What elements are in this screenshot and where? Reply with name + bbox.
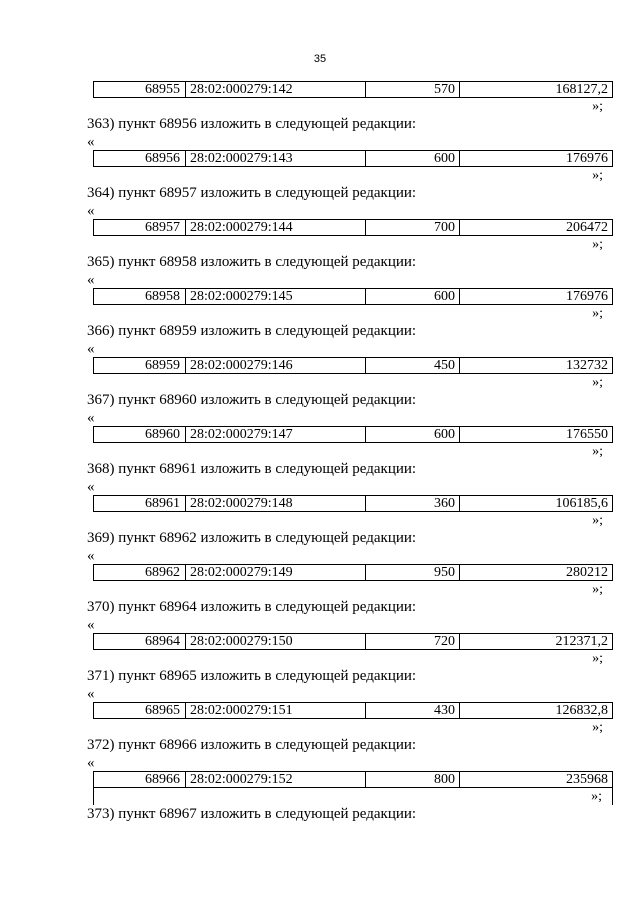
- closing-quote: »;: [592, 168, 603, 183]
- amendment-instruction: 368) пункт 68961 изложить в следующей редакции:: [87, 461, 417, 477]
- closing-quote: »;: [592, 582, 603, 597]
- table-row: [93, 495, 613, 512]
- cadastral-number-cell: 28:02:000279:143: [186, 151, 366, 166]
- cadastral-number-cell: 28:02:000279:151: [186, 703, 366, 718]
- page-number: 35: [313, 53, 327, 65]
- amendment-block: [0, 667, 640, 736]
- amendment-instruction: 372) пункт 68966 изложить в следующей редакции:: [87, 737, 417, 753]
- amendment-block: [0, 460, 640, 529]
- amendment-block: [0, 253, 640, 322]
- area-cell: 600: [366, 151, 460, 166]
- item-number-cell: 68956: [94, 151, 186, 166]
- item-number-cell: 68965: [94, 703, 186, 718]
- amendment-block: [0, 184, 640, 253]
- item-number-cell: 68957: [94, 220, 186, 235]
- area-cell: 600: [366, 289, 460, 304]
- opening-quote: «: [87, 272, 95, 288]
- opening-quote: «: [87, 341, 95, 357]
- area-cell: 570: [366, 82, 460, 97]
- closing-quote: »;: [592, 375, 603, 390]
- cadastral-number-cell: 28:02:000279:150: [186, 634, 366, 649]
- cadastral-number-cell: 28:02:000279:148: [186, 496, 366, 511]
- table-row: [93, 564, 613, 581]
- value-cell: 126832,8: [555, 703, 608, 718]
- cadastral-number-cell: 28:02:000279:149: [186, 565, 366, 580]
- opening-quote: «: [87, 410, 95, 426]
- value-cell: 106185,6: [555, 496, 608, 511]
- closing-quote: »;: [592, 237, 603, 252]
- cadastral-number-cell: 28:02:000279:147: [186, 427, 366, 442]
- closing-quote: »;: [93, 788, 613, 805]
- area-cell: 430: [366, 703, 460, 718]
- area-cell: 950: [366, 565, 460, 580]
- area-cell: 720: [366, 634, 460, 649]
- area-cell: 800: [366, 772, 460, 787]
- item-number-cell: 68966: [94, 772, 186, 787]
- closing-quote: »;: [592, 444, 603, 459]
- area-cell: 360: [366, 496, 460, 511]
- item-number-cell: 68958: [94, 289, 186, 304]
- item-number-cell: 68964: [94, 634, 186, 649]
- closing-quote: »;: [592, 306, 603, 321]
- item-number-cell: 68959: [94, 358, 186, 373]
- value-cell: 176976: [566, 289, 608, 304]
- table-row: [93, 426, 613, 443]
- closing-quote: »;: [592, 99, 603, 114]
- amendment-block: [0, 391, 640, 460]
- amendment-instruction: 364) пункт 68957 изложить в следующей редакции:: [87, 185, 417, 201]
- value-cell: 176976: [566, 151, 608, 166]
- closing-quote: »;: [592, 513, 603, 528]
- amendment-block: [0, 736, 640, 805]
- cadastral-number-cell: 28:02:000279:152: [186, 772, 366, 787]
- cadastral-number-cell: 28:02:000279:145: [186, 289, 366, 304]
- value-cell: 132732: [566, 358, 608, 373]
- cadastral-number-cell: 28:02:000279:146: [186, 358, 366, 373]
- amendment-block: [0, 529, 640, 598]
- item-number-cell: 68961: [94, 496, 186, 511]
- opening-quote: «: [87, 548, 95, 564]
- table-row: [93, 219, 613, 236]
- table-row: [93, 357, 613, 374]
- amendment-block: [0, 115, 640, 184]
- table-row: [93, 702, 613, 719]
- value-cell: 280212: [566, 565, 608, 580]
- closing-quote: »;: [592, 720, 603, 735]
- opening-quote: «: [87, 134, 95, 150]
- item-number-cell: 68960: [94, 427, 186, 442]
- area-cell: 450: [366, 358, 460, 373]
- document-content: [0, 81, 640, 824]
- area-cell: 700: [366, 220, 460, 235]
- amendment-instruction: 369) пункт 68962 изложить в следующей редакции:: [87, 530, 417, 546]
- amendment-instruction: 365) пункт 68958 изложить в следующей редакции:: [87, 254, 417, 270]
- item-number-cell: 68962: [94, 565, 186, 580]
- amendment-instruction: 366) пункт 68959 изложить в следующей редакции:: [87, 323, 417, 339]
- table-row: [93, 771, 613, 788]
- amendment-instruction: 363) пункт 68956 изложить в следующей редакции:: [87, 116, 417, 132]
- value-cell: 212371,2: [555, 634, 608, 649]
- value-cell: 168127,2: [555, 82, 608, 97]
- opening-quote: «: [87, 479, 95, 495]
- value-cell: 206472: [566, 220, 608, 235]
- amendment-instruction: 370) пункт 68964 изложить в следующей редакции:: [87, 599, 417, 615]
- amendment-instruction: 373) пункт 68967 изложить в следующей редакции:: [87, 806, 417, 822]
- item-number-cell: 68955: [94, 82, 186, 97]
- value-cell: 176550: [566, 427, 608, 442]
- closing-quote: »;: [592, 651, 603, 666]
- opening-quote: «: [87, 203, 95, 219]
- area-cell: 600: [366, 427, 460, 442]
- amendment-instruction: 367) пункт 68960 изложить в следующей редакции:: [87, 392, 417, 408]
- table-row: [93, 81, 613, 98]
- cadastral-number-cell: 28:02:000279:144: [186, 220, 366, 235]
- opening-quote: «: [87, 617, 95, 633]
- opening-quote: «: [87, 686, 95, 702]
- cadastral-number-cell: 28:02:000279:142: [186, 82, 366, 97]
- opening-quote: «: [87, 755, 95, 771]
- table-row: [93, 150, 613, 167]
- amendment-block: [0, 322, 640, 391]
- value-cell: 235968: [566, 772, 608, 787]
- table-row: [93, 288, 613, 305]
- amendment-block: [0, 598, 640, 667]
- table-row: [93, 633, 613, 650]
- amendment-instruction: 371) пункт 68965 изложить в следующей редакции:: [87, 668, 417, 684]
